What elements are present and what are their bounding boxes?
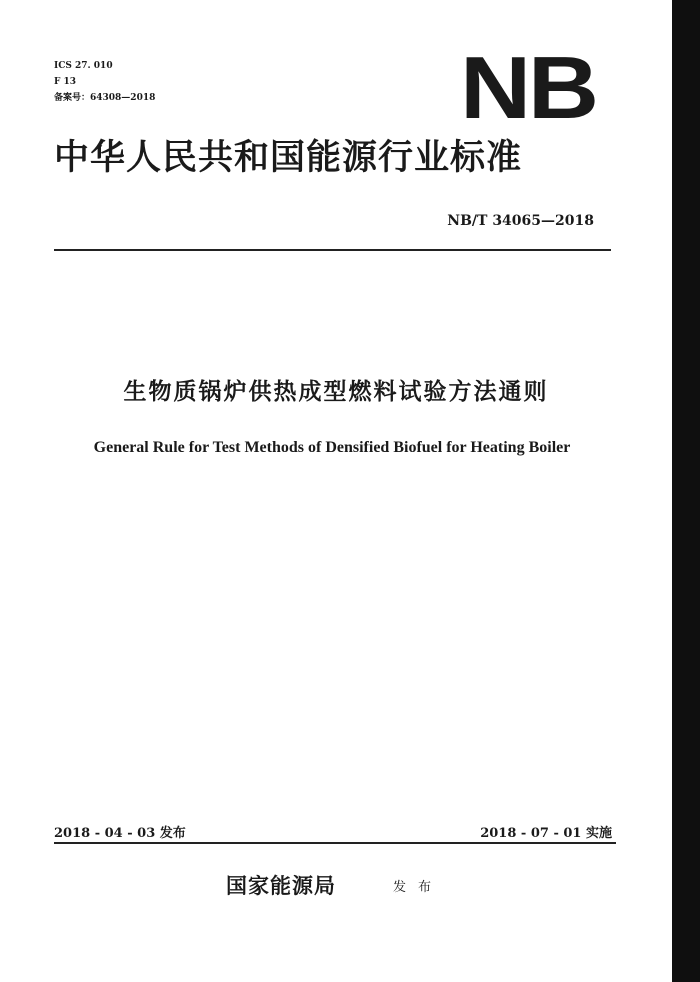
classification-code: F 13: [54, 77, 77, 87]
record-number: 备案号：64308—2018: [54, 93, 156, 103]
chinese-title: 生物质锅炉供热成型燃料试验方法通则: [123, 379, 549, 405]
scan-edge-band: [672, 0, 700, 982]
implementation-date: 2018 - 07 - 01 实施: [480, 826, 612, 841]
bottom-divider: [54, 842, 616, 844]
issue-label: 发布: [393, 880, 444, 895]
nb-logo: NB: [460, 38, 596, 137]
english-title: General Rule for Test Methods of Densified Biofuel for Heating Boiler: [93, 439, 571, 456]
ics-code: ICS 27. 010: [54, 61, 113, 71]
top-divider: [54, 249, 611, 251]
release-date: 2018 - 04 - 03 发布: [54, 826, 186, 841]
industry-standard-title: 中华人民共和国能源行业标准: [54, 137, 523, 178]
standard-code: NB/T 34065—2018: [447, 213, 594, 229]
issuing-authority: 国家能源局: [226, 873, 336, 898]
